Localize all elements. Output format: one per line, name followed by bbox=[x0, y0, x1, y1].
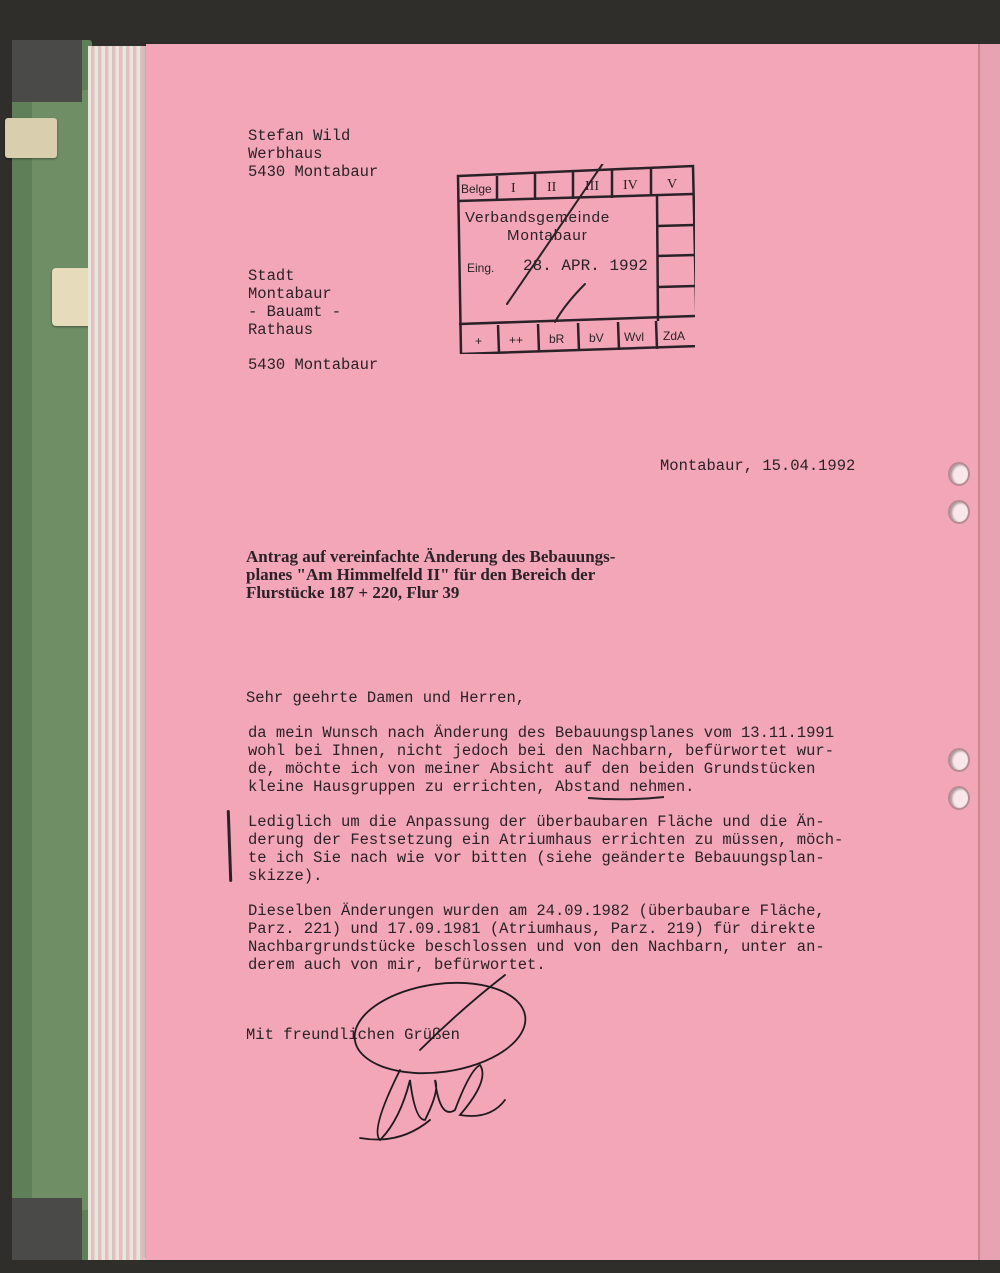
stamp-bottom: ++ bbox=[509, 333, 524, 347]
stamp-bottom: bR bbox=[549, 332, 565, 346]
binder-corner-top bbox=[12, 40, 82, 102]
stamp-eing-date: 28. APR. 1992 bbox=[523, 257, 648, 275]
body-line: derung der Festsetzung ein Atriumhaus errichten zu müssen, möch- bbox=[248, 831, 844, 849]
receipt-stamp bbox=[455, 164, 695, 354]
stamp-bottom: bV bbox=[589, 331, 604, 345]
subject-line: Antrag auf vereinfachte Änderung des Bebauungs- bbox=[246, 547, 616, 566]
subject-line: planes "Am Himmelfeld II" für den Bereich der bbox=[246, 565, 596, 584]
stamp-eing-label: Eing. bbox=[467, 261, 495, 275]
subject-line: Flurstücke 187 + 220, Flur 39 bbox=[246, 583, 460, 602]
recipient-line: - Bauamt - bbox=[248, 303, 342, 321]
stamp-col: V bbox=[667, 177, 678, 192]
stamp-col: II bbox=[547, 180, 557, 195]
stamp-col: III bbox=[585, 179, 599, 194]
recipient-line: Montabaur bbox=[248, 285, 332, 303]
binder-tab-top bbox=[5, 118, 57, 158]
signature bbox=[340, 970, 540, 1160]
body-line: da mein Wunsch nach Änderung des Bebauungsplanes vom 13.11.1991 bbox=[248, 724, 834, 742]
stamp-org-line1: Verbandsgemeinde bbox=[465, 209, 611, 226]
recipient-city: 5430 Montabaur bbox=[248, 356, 379, 374]
sender-name: Stefan Wild bbox=[248, 127, 351, 145]
punch-hole bbox=[948, 748, 970, 772]
body-line: de, möchte ich von meiner Absicht auf den beiden Grundstücken bbox=[248, 760, 816, 778]
body-line: Parz. 221) und 17.09.1981 (Atriumhaus, Parz. 219) für direkte bbox=[248, 920, 816, 938]
stamp-col: IV bbox=[623, 178, 638, 193]
body-line: kleine Hausgruppen zu errichten, Abstand nehmen. bbox=[248, 778, 695, 796]
body-line: Nachbargrundstücke beschlossen und von den Nachbarn, unter an- bbox=[248, 938, 825, 956]
salutation: Sehr geehrte Damen und Herren, bbox=[246, 689, 526, 707]
stamp-bottom: + bbox=[475, 334, 483, 348]
punch-hole bbox=[948, 500, 970, 524]
body-line: wohl bei Ihnen, nicht jedoch bei den Nachbarn, befürwortet wur- bbox=[248, 742, 834, 760]
stamp-col: I bbox=[511, 181, 516, 196]
body-line: skizze). bbox=[248, 867, 323, 885]
sender-city: 5430 Montabaur bbox=[248, 163, 379, 181]
recipient-line: Stadt bbox=[248, 267, 295, 285]
closing: Mit freundlichen Grüßen bbox=[246, 1026, 460, 1044]
punch-hole bbox=[948, 786, 970, 810]
stamp-pen-stroke bbox=[555, 284, 585, 322]
body-line: Dieselben Änderungen wurden am 24.09.1982 (überbaubare Fläche, bbox=[248, 902, 825, 920]
recipient-line: Rathaus bbox=[248, 321, 314, 339]
next-page-edge bbox=[978, 44, 1000, 1260]
stamp-bottom: Wvl bbox=[624, 330, 644, 344]
stamp-org-line2: Montabaur bbox=[507, 227, 588, 244]
body-line: derem auch von mir, befürwortet. bbox=[248, 956, 546, 974]
stamp-belege-label: Belge bbox=[461, 182, 492, 196]
stamp-bottom: ZdA bbox=[663, 329, 686, 343]
body-line: te ich Sie nach wie vor bitten (siehe geänderte Bebauungsplan- bbox=[248, 849, 825, 867]
handwritten-underline bbox=[586, 795, 666, 801]
punch-hole bbox=[948, 462, 970, 486]
binder-cover-inner bbox=[32, 90, 92, 1210]
body-line: Lediglich um die Anpassung der überbaubaren Fläche und die Än- bbox=[248, 813, 825, 831]
letter-date: Montabaur, 15.04.1992 bbox=[660, 457, 856, 475]
binder-corner-bottom bbox=[12, 1198, 82, 1260]
sender-company: Werbhaus bbox=[248, 145, 323, 163]
